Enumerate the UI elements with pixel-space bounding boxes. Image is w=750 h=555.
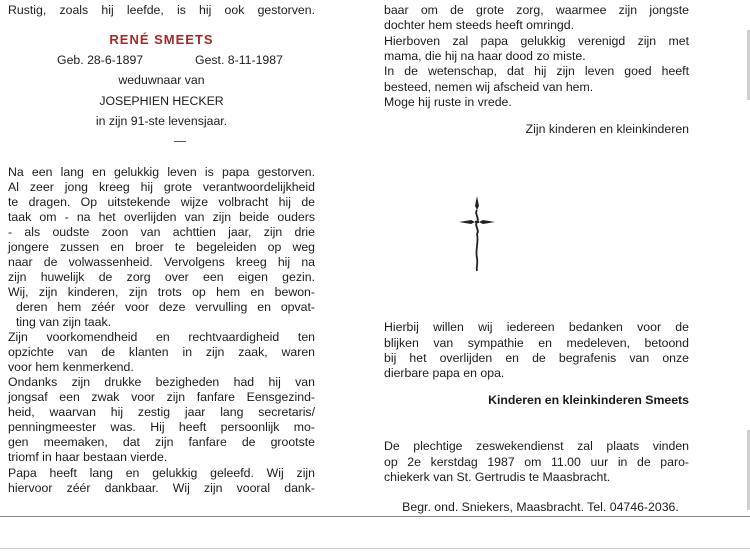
divider-dash <box>174 141 186 142</box>
closing-line: baar om de grote zorg, waarmee zijn jongste <box>384 3 689 17</box>
closing-line: In de wetenschap, dat hij zijn leven goed heeft <box>384 64 689 78</box>
body-line: gen meemaken, dat zijn fanfare de grootste <box>8 435 315 449</box>
closing-line: Moge hij ruste in vrede. <box>384 95 512 109</box>
body-line: naar de volwassenheid. Vervolgens kreeg hij na <box>8 255 315 269</box>
thanks-line: bij het overlijden en de begrafenis van onze <box>384 351 689 365</box>
birth-date: Geb. 28-6-1897 <box>57 53 144 67</box>
body-line: hiervoor zéér dankbaar. Wij zijn vooral dank- <box>8 481 315 495</box>
service-line: De plechtige zeswekendienst zal plaats vinden <box>384 439 689 453</box>
bottom-rule <box>0 516 750 517</box>
body-line: Al zeer jong kreeg hij grote verantwoordelijkheid <box>8 180 315 194</box>
age-line: in zijn 91-ste levensjaar. <box>95 114 228 128</box>
body-line: penningmeester was. Hij heeft persoonlijk mo- <box>8 420 315 434</box>
body-line: voor hem kenmerkend. <box>8 360 134 374</box>
body-line: Na een lang en gelukkig leven is papa gestorven. <box>8 165 315 179</box>
body-line: jongsaf een zwak voor zijn fanfare Eensgezind- <box>8 390 315 404</box>
thanks-line: blijken van sympathie en medeleven, betoond <box>384 336 689 350</box>
body-line: opzichte van de klanten in zijn zaak, waren <box>8 345 315 359</box>
closing-line: Hierboven zal papa gelukkig verenigd zijn met <box>384 34 689 48</box>
body-line: ting van zijn taak. <box>16 315 112 329</box>
spouse-name: JOSEPHIEN HECKER <box>99 94 224 108</box>
cross-icon <box>457 194 497 272</box>
body-line: taak om - na het overlijden van zijn beide ouders <box>8 210 315 224</box>
thanks-line: dierbare papa en opa. <box>384 366 505 380</box>
closing-line: mama, die hij na haar dood zo miste. <box>384 49 586 63</box>
body-line: Zijn voorkomendheid en rechtvaardigheid ten <box>8 330 315 344</box>
body-line: Ondanks zijn drukke bezigheden had hij van <box>8 375 315 389</box>
body-line: - als oudste zoon van achttien jaar, zijn drie <box>8 225 315 239</box>
deceased-name: RENÉ SMEETS <box>109 32 214 47</box>
body-line: Papa heeft lang en gelukkig geleefd. Wij zijn <box>8 466 315 480</box>
death-date: Gest. 8-11-1987 <box>195 53 283 67</box>
opening-line: Rustig, zoals hij leefde, is hij ook gestorven. <box>8 3 315 17</box>
signature-children: Zijn kinderen en kleinkinderen <box>525 122 689 136</box>
printer-credit: Begr. ond. Sniekers, Maasbracht. Tel. 04746-2036. <box>402 500 679 514</box>
service-line: op 2e kerstdag 1987 om 11.00 uur in de paro- <box>384 455 689 469</box>
signature-family: Kinderen en kleinkinderen Smeets <box>488 393 689 407</box>
body-line: te dragen. Op uitstekende wijze volbracht hij de <box>8 195 315 209</box>
body-line: jongere zussen en broer te begeleiden op weg <box>8 240 315 254</box>
body-line: zijn huwelijk de zorg over een eigen gezin. <box>8 270 315 284</box>
body-line: triomf in haar bestaan vierde. <box>8 450 168 464</box>
widower-label: weduwnaar van <box>118 73 205 87</box>
service-line: chiekerk van St. Gertrudis te Maasbracht. <box>384 470 611 484</box>
thanks-line: Hierbij willen wij iedereen bedanken voor de <box>384 320 689 334</box>
closing-line: dochter hem steeds heeft omringd. <box>384 18 575 32</box>
bottom-edge <box>0 548 750 549</box>
body-line: heid, waarvan hij zestig jaar lang secretaris/ <box>8 405 315 419</box>
closing-line: besteed, nemen wij afscheid van hem. <box>384 80 594 94</box>
body-line: deren hem zéér voor deze vervulling en opvat- <box>16 300 315 314</box>
body-line: Wij, zijn kinderen, zijn trots op hem en bewon- <box>8 285 315 299</box>
